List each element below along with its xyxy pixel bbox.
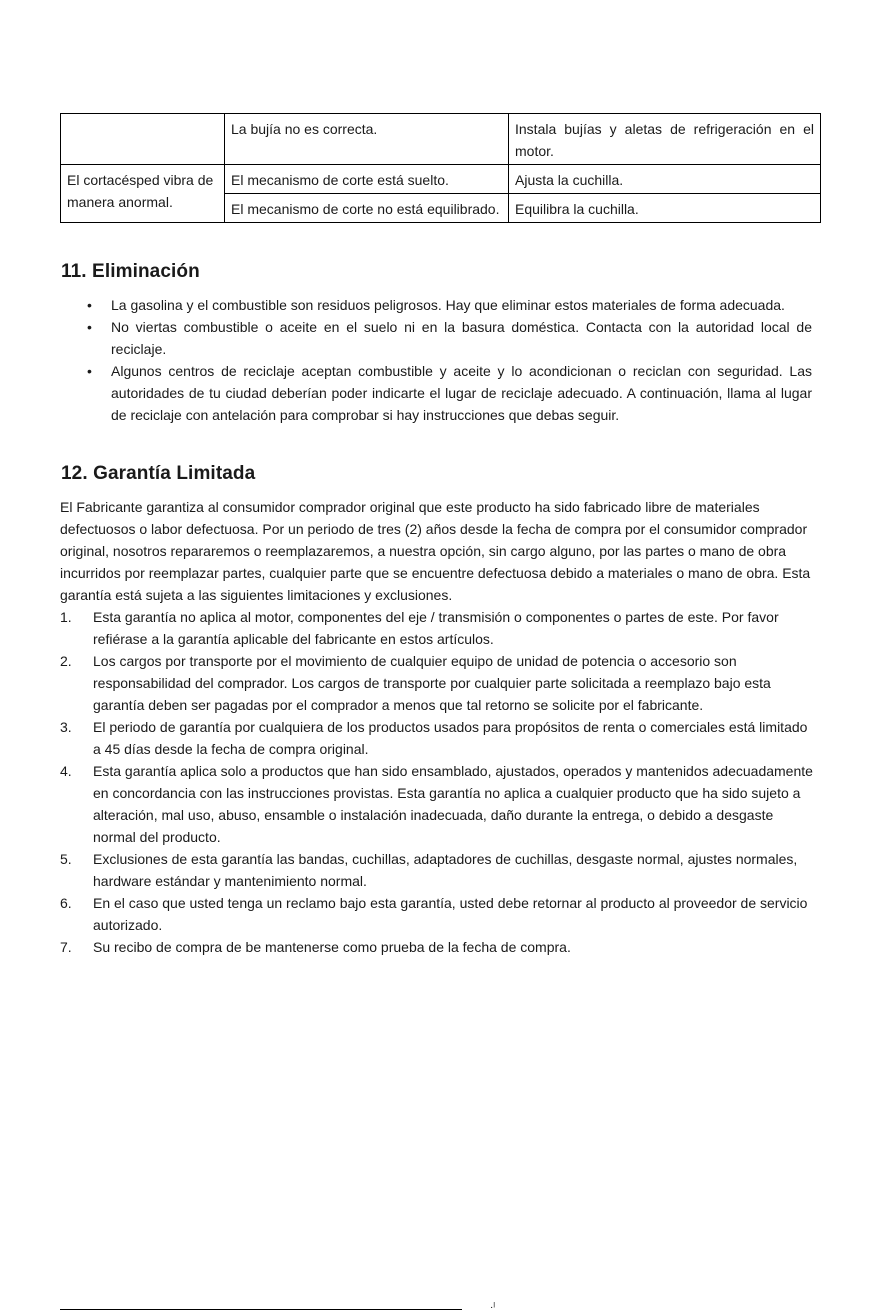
list-item: 4. Esta garantía aplica solo a productos que han sido ensamblado, ajustados, operados y mantenidos adecuadamente en concordancia con las instrucciones provistas. Esta garantía no aplica a cualquier producto que ha sido sujeto a alteración, mal uso, abuso, ensamble o instalación inadecuada, daño durante la entrega, o debido a desgaste normal del producto. — [60, 763, 813, 845]
warranty-limitations-list — [60, 606, 818, 958]
table-cell-cause: La bujía no es correcta. — [225, 114, 509, 165]
list-item: 6. En el caso que usted tenga un reclamo bajo esta garantía, usted debe retornar al producto al proveedor de servicio autorizado. — [60, 895, 808, 933]
warranty-body — [60, 496, 818, 958]
list-item: 7. Su recibo de compra de be mantenerse como prueba de la fecha de compra. — [60, 939, 571, 955]
warranty-intro: El Fabricante garantiza al consumidor comprador original que este producto ha sido fabricado libre de materiales defectuosos o labor defectuosa. Por un periodo de tres (2) años desde la fecha de compra por el consumidor comprador original, nosotros repararemos o reemplazaremos, a nuestra opción, sin cargo alguno, por las partes o mano de obra incurridos por reemplazar partes, cualquier parte que se encuentre defectuosa debido a materiales o mano de obra. Esta garantía está sujeta a las siguientes limitaciones y exclusiones. — [60, 499, 811, 603]
list-item: 1. Esta garantía no aplica al motor, componentes del eje / transmisión o componentes o partes de este. Por favor refiérase a la garantía aplicable del fabricante en estos artículos. — [60, 609, 779, 647]
disposal-bullet-list — [60, 294, 812, 426]
table-row — [61, 114, 821, 165]
table-row — [61, 165, 821, 194]
bullet-icon: • — [87, 297, 92, 313]
list-item: • No viertas combustible o aceite en el suelo ni en la basura doméstica. Contacta con la autoridad local de reciclaje. — [60, 316, 812, 360]
bullet-icon: • — [87, 319, 92, 335]
table-cell-solution: Equilibra la cuchilla. — [509, 194, 821, 223]
table-cell-cause: El mecanismo de corte no está equilibrado. — [225, 194, 509, 223]
list-item: 2. Los cargos por transporte por el movimiento de cualquier equipo de unidad de potencia o accesorio son responsabilidad del comprador. Los cargos de transporte por cualquier parte solicitada a reemplazo bajo esta garantía deben ser pagadas por el comprador a menos que tal retorno se solicite por el fabricante. — [60, 653, 771, 713]
troubleshooting-table — [60, 113, 821, 223]
footer-mark: ·ˡ — [490, 1302, 495, 1313]
table-cell-solution: Ajusta la cuchilla. — [509, 165, 821, 194]
list-item: • La gasolina y el combustible son residuos peligrosos. Hay que eliminar estos materiales de forma adecuada. — [60, 294, 812, 316]
table-cell-problem: El cortacésped vibra de manera anormal. — [61, 165, 225, 223]
section-heading-warranty: 12. Garantía Limitada — [61, 463, 256, 484]
footer-divider — [60, 1309, 462, 1310]
table-cell-cause: El mecanismo de corte está suelto. — [225, 165, 509, 194]
table-cell-problem — [61, 114, 225, 165]
list-item: • Algunos centros de reciclaje aceptan combustible y aceite y lo acondicionan o reciclan con seguridad. Las autoridades de tu ciudad deberían poder indicarte el lugar de reciclaje adecuado. A continuación, llama al lugar de reciclaje con antelación para comprobar si hay instrucciones que debas seguir. — [60, 360, 812, 426]
list-item: 3. El periodo de garantía por cualquiera de los productos usados para propósitos de renta o comerciales está limitado a 45 días desde la fecha de compra original. — [60, 719, 808, 757]
list-item: 5. Exclusiones de esta garantía las bandas, cuchillas, adaptadores de cuchillas, desgaste normal, ajustes normales, hardware estándar y mantenimiento normal. — [60, 851, 798, 889]
table-cell-solution: Instala bujías y aletas de refrigeración en el motor. — [509, 114, 821, 165]
section-heading-disposal: 11. Eliminación — [61, 261, 200, 282]
bullet-icon: • — [87, 363, 92, 379]
